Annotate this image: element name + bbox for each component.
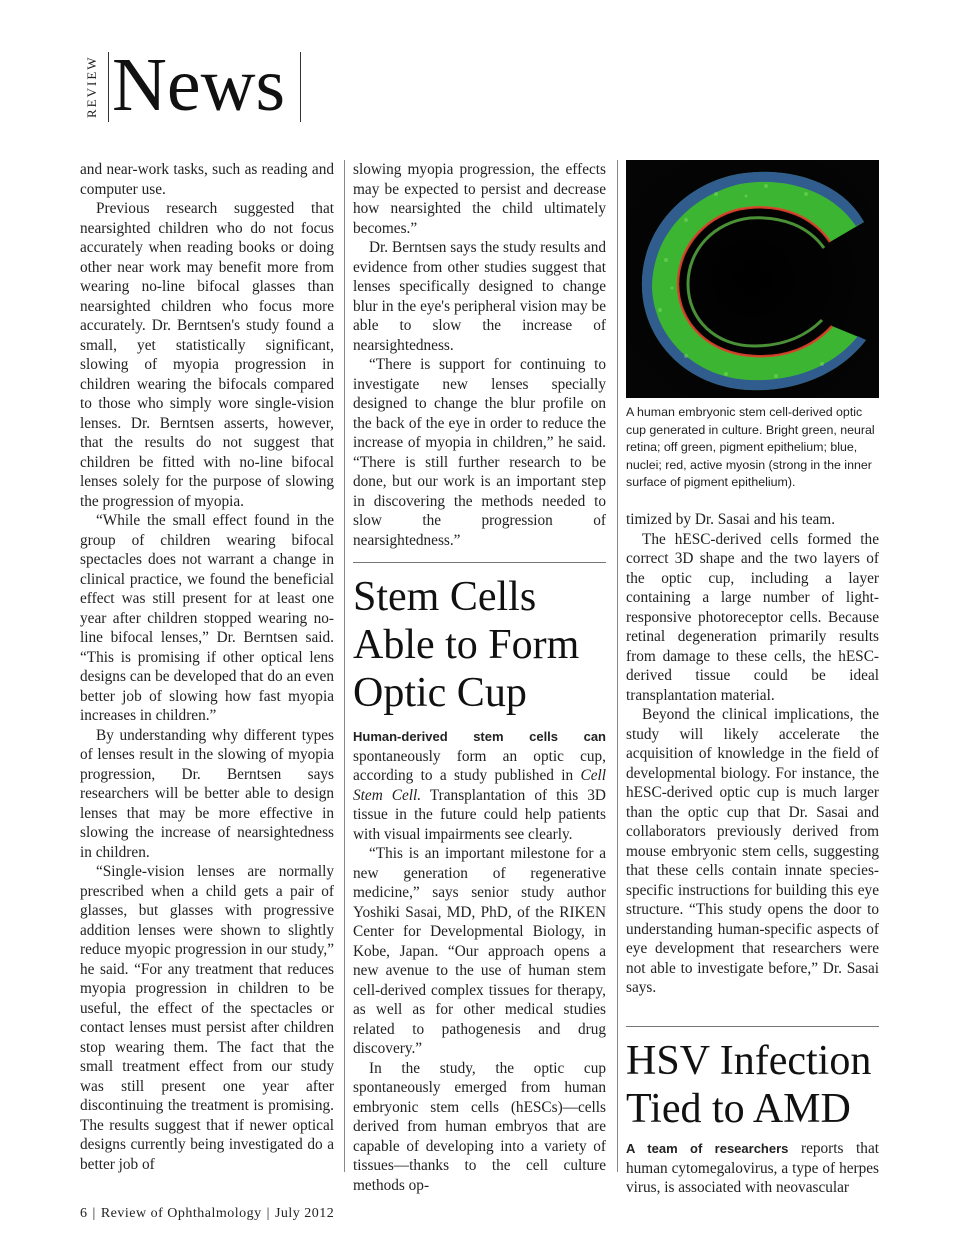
section-divider bbox=[626, 1026, 879, 1027]
column-divider bbox=[344, 160, 345, 1172]
issue-date: July 2012 bbox=[274, 1206, 335, 1221]
section-divider bbox=[353, 562, 606, 563]
section-label: REVIEW bbox=[84, 55, 99, 119]
column-divider bbox=[617, 160, 618, 1172]
paragraph: Dr. Berntsen says the study results and evidence from other studies suggest that lenses specifically designed to change blur in the eye's peripheral vision may be able to slow the increase of nearsightedness. bbox=[353, 239, 606, 354]
page-footer: 6 | Review of Ophthalmology | July 2012 bbox=[80, 1206, 335, 1221]
publication-name: Review of Ophthalmology bbox=[100, 1206, 262, 1221]
paragraph: The hESC-derived cells formed the correct 3D shape and the two layers of the optic cup, including a layer containing a large number of light-responsive photoreceptor cells. Because retinal degeneration primarily results from damage to these cells, the hESC-derived tissue could be ideal transplantation material. bbox=[626, 530, 879, 704]
masthead-divider bbox=[108, 52, 109, 122]
lead-text: reports that human cytomegalovirus, a type of herpes virus, is associated with neovascular bbox=[626, 1140, 879, 1196]
paragraph: “While the small effect found in the group of children wearing bifocal spectacles does not warrant a change in clinical practice, we found the beneficial effect was still present for at least one year after children stopped wearing no-line bifocal lenses,” Dr. Berntsen said. “This is promising if other optical lens designs can be developed that do an even better job of slowing how fast myopia increases in children.” bbox=[80, 512, 334, 724]
headline-hsv: HSV Infection Tied to AMD bbox=[626, 1038, 872, 1132]
paragraph: Beyond the clinical implications, the study will likely accelerate the acquisition of knowledge in the field of developmental biology. For instance, the hESC-derived optic cup is much larger than the optic cup that Dr. Sasai and collaborators previously derived from mouse embryonic stem cells, suggesting that these cells contain innate species-specific instructions for building this eye structure. “This study opens the door to understanding human-specific aspects of eye development that researchers were not able to investigate before,” Dr. Sasai says. bbox=[626, 706, 879, 996]
article-column-2 bbox=[353, 160, 606, 1195]
paragraph: timized by Dr. Sasai and his team. bbox=[626, 511, 836, 528]
paragraph: By understanding why different types of lenses result in the slowing of myopia progression, Dr. Berntsen says researchers will be better able to design lenses that may be more effective in slowing the increase of nearsightedness in children. bbox=[80, 726, 334, 861]
article-column-1 bbox=[80, 160, 334, 1174]
page-number: 6 bbox=[80, 1206, 88, 1221]
paragraph: “This is an important milestone for a new generation of regenerative medicine,” says senior study author Yoshiki Sasai, MD, PhD, of the RIKEN Center for Developmental Biology, in Kobe, Japan. “Our approach opens a new avenue to the use of human stem cell-derived complex tissues for therapy, as well as for other medical studies related to pathogenesis and drug discovery.” bbox=[353, 845, 606, 1057]
lead-text: spontaneously form an optic cup, according to a study published in bbox=[353, 747, 606, 784]
paragraph: “There is support for continuing to investigate new lenses specially designed to change the blur profile on the back of the eye in order to reduce the increase of myopia in children,” he said. “There is still further research to be done, but our work is an important step in discovering the methods needed to slow the progression of nearsightedness.” bbox=[353, 356, 606, 549]
optic-cup-image bbox=[626, 160, 879, 398]
lead-in: Human-derived stem cells can bbox=[353, 729, 606, 744]
lead-paragraph bbox=[626, 1139, 879, 1198]
journal-name: Cell Stem Cell. bbox=[353, 767, 606, 804]
lead-paragraph bbox=[353, 727, 606, 844]
masthead-divider bbox=[300, 52, 301, 122]
paragraph: “Single-vision lenses are normally prescribed when a child gets a pair of glasses, but glasses with progressive addition lenses were shown to slightly reduce myopic progression in our study,” he said. “For any treatment that reduces myopia progression in children to be useful, the effect of the spectacles or contact lenses must persist after children stop wearing them. The fact that the small treatment effect from our study was still present one year after discontinuing the treatment is promising. The results suggest that if newer optical designs currently being investigated do a better job of bbox=[80, 863, 334, 1173]
hsv-article bbox=[626, 1014, 879, 1198]
optic-cup-photo bbox=[626, 160, 879, 398]
lead-in: A team of researchers bbox=[626, 1141, 789, 1156]
paragraph: Previous research suggested that nearsighted children who do not focus accurately when reading books or doing other near work may benefit more from wearing no-line bifocal glasses than nearsighted children who focus more accurately. Dr. Berntsen's study found a small, yet statistically significant, slowing of myopia progression in children wearing the bifocals compared to those who simply wore single-vision lenses. Dr. Berntsen asserts, however, that the results do not suggest that children be fitted with no-line bifocal lenses solely for the purpose of slowing the progression of myopia. bbox=[80, 200, 334, 510]
article-column-3 bbox=[626, 510, 879, 998]
lead-text: Transplantation of this 3D tissue in the future could help patients with visual impairments see clearly. bbox=[353, 786, 606, 843]
masthead-title: News bbox=[112, 43, 286, 127]
photo-caption: A human embryonic stem cell-derived optic cup generated in culture. Bright green, neural retina; off green, pigment epithelium; blue, nuclei; red, active myosin (strong in the inner surface of pigment epithelium). bbox=[626, 405, 875, 490]
headline-stem-cells: Stem Cells Able to Form Optic Cup bbox=[353, 574, 580, 716]
paragraph: and near-work tasks, such as reading and computer use. bbox=[80, 161, 334, 198]
paragraph: In the study, the optic cup spontaneously emerged from human embryonic stem cells (hESCs)—cells derived from human embryos that are capable of developing into a variety of tissues—thanks to the cell culture methods op- bbox=[353, 1059, 606, 1194]
paragraph: slowing myopia progression, the effects may be expected to persist and decrease how nearsighted the child ultimately becomes.” bbox=[353, 161, 606, 237]
